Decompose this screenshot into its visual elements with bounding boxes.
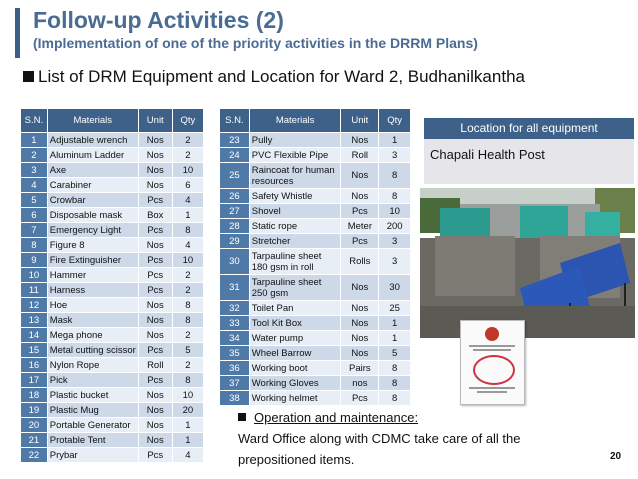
table-row (21, 418, 204, 433)
operation-text: Ward Office along with CDMC take care of all the prepositioned items. (238, 431, 521, 467)
unit-cell: Pcs (341, 391, 379, 406)
qty-cell: 8 (379, 361, 411, 376)
unit-cell: Pcs (138, 268, 172, 283)
table-row (21, 253, 204, 268)
unit-cell: Pcs (138, 448, 172, 463)
qty-cell: 1 (379, 316, 411, 331)
material-cell: Metal cutting scissor (47, 343, 138, 358)
unit-cell: Nos (138, 238, 172, 253)
sn-cell: 15 (21, 343, 48, 358)
sn-cell: 31 (220, 275, 250, 301)
sn-cell: 16 (21, 358, 48, 373)
slide-subtitle: (Implementation of one of the priority activities in the DRRM Plans) (33, 35, 478, 51)
col-header-unit: Unit (138, 109, 172, 133)
material-cell: Nylon Rope (47, 358, 138, 373)
qty-cell: 8 (379, 391, 411, 406)
qty-cell: 1 (379, 331, 411, 346)
unit-cell: Nos (138, 388, 172, 403)
material-cell: Mask (47, 313, 138, 328)
sn-cell: 17 (21, 373, 48, 388)
unit-cell: Pcs (341, 234, 379, 249)
col-header-sn: S.N. (220, 109, 250, 133)
sn-cell: 25 (220, 163, 250, 189)
table-row (21, 148, 204, 163)
table-row (220, 391, 411, 406)
qty-cell: 8 (172, 373, 203, 388)
sn-cell: 36 (220, 361, 250, 376)
unit-cell: Nos (341, 275, 379, 301)
material-cell: Protable Tent (47, 433, 138, 448)
unit-cell: Nos (341, 189, 379, 204)
table-row (21, 208, 204, 223)
sn-cell: 37 (220, 376, 250, 391)
unit-cell: Nos (341, 163, 379, 189)
section-heading (23, 67, 525, 87)
sn-cell: 22 (21, 448, 48, 463)
sn-cell: 38 (220, 391, 250, 406)
table-row (21, 238, 204, 253)
table-row (21, 373, 204, 388)
material-cell: Adjustable wrench (47, 133, 138, 148)
material-cell: Prybar (47, 448, 138, 463)
material-cell: Fire Extinguisher (47, 253, 138, 268)
section-heading-text: List of DRM Equipment and Location for Ward 2, Budhanilkantha (38, 67, 525, 86)
material-cell: Shovel (249, 204, 341, 219)
material-cell: Raincoat for human resources (249, 163, 341, 189)
sn-cell: 29 (220, 234, 250, 249)
sn-cell: 34 (220, 331, 250, 346)
page-number: 20 (610, 451, 622, 462)
material-cell: Mega phone (47, 328, 138, 343)
material-cell: Aluminum Ladder (47, 148, 138, 163)
table-row (220, 275, 411, 301)
emblem-seal-icon (485, 327, 499, 341)
slide-title: Follow-up Activities (2) (33, 7, 284, 33)
table-row (21, 343, 204, 358)
material-cell: Water pump (249, 331, 341, 346)
qty-cell: 4 (172, 193, 203, 208)
qty-cell: 10 (172, 388, 203, 403)
table-row (21, 163, 204, 178)
sn-cell: 1 (21, 133, 48, 148)
table-row (220, 249, 411, 275)
material-cell: Tarpauline sheet 250 gsm (249, 275, 341, 301)
table-row (220, 219, 411, 234)
unit-cell: Nos (138, 328, 172, 343)
sn-cell: 32 (220, 301, 250, 316)
material-cell: Stretcher (249, 234, 341, 249)
material-cell: Tool Kit Box (249, 316, 341, 331)
material-cell: Plastic Mug (47, 403, 138, 418)
material-cell: Disposable mask (47, 208, 138, 223)
sn-cell: 4 (21, 178, 48, 193)
sn-cell: 2 (21, 148, 48, 163)
material-cell: Carabiner (47, 178, 138, 193)
location-value: Chapali Health Post (430, 147, 545, 162)
material-cell: Harness (47, 283, 138, 298)
location-heading: Location for all equipment (424, 118, 634, 139)
unit-cell: Box (138, 208, 172, 223)
qty-cell: 2 (172, 268, 203, 283)
table-row (21, 133, 204, 148)
qty-cell: 20 (172, 403, 203, 418)
unit-cell: Nos (341, 316, 379, 331)
sn-cell: 27 (220, 204, 250, 219)
material-cell: Figure 8 (47, 238, 138, 253)
table-row (220, 331, 411, 346)
unit-cell: Nos (138, 403, 172, 418)
unit-cell: Rolls (341, 249, 379, 275)
qty-cell: 4 (172, 238, 203, 253)
unit-cell: Pcs (138, 373, 172, 388)
sn-cell: 14 (21, 328, 48, 343)
sn-cell: 7 (21, 223, 48, 238)
sn-cell: 18 (21, 388, 48, 403)
unit-cell: Nos (341, 346, 379, 361)
material-cell: Working boot (249, 361, 341, 376)
cover-illustration (473, 355, 515, 385)
qty-cell: 1 (379, 133, 411, 148)
qty-cell: 5 (379, 346, 411, 361)
unit-cell: Meter (341, 219, 379, 234)
unit-cell: Pairs (341, 361, 379, 376)
material-cell: Emergency Light (47, 223, 138, 238)
material-cell: Portable Generator (47, 418, 138, 433)
unit-cell: Roll (341, 148, 379, 163)
table-row (21, 178, 204, 193)
qty-cell: 8 (172, 298, 203, 313)
table-row (21, 403, 204, 418)
qty-cell: 5 (172, 343, 203, 358)
unit-cell: Nos (341, 133, 379, 148)
equipment-store-photo (420, 188, 635, 338)
qty-cell: 8 (379, 163, 411, 189)
qty-cell: 8 (172, 223, 203, 238)
table-row (21, 268, 204, 283)
qty-cell: 2 (172, 283, 203, 298)
sn-cell: 8 (21, 238, 48, 253)
table-row (21, 313, 204, 328)
material-cell: PVC Flexible Pipe (249, 148, 341, 163)
qty-cell: 25 (379, 301, 411, 316)
sn-cell: 24 (220, 148, 250, 163)
material-cell: Axe (47, 163, 138, 178)
qty-cell: 3 (379, 249, 411, 275)
material-cell: Safety Whistle (249, 189, 341, 204)
table-row (220, 346, 411, 361)
material-cell: Plastic bucket (47, 388, 138, 403)
qty-cell: 3 (379, 148, 411, 163)
table-row (220, 316, 411, 331)
table-row (21, 193, 204, 208)
qty-cell: 6 (172, 178, 203, 193)
material-cell: Hammer (47, 268, 138, 283)
unit-cell: Nos (341, 301, 379, 316)
table-row (21, 448, 204, 463)
material-cell: Pully (249, 133, 341, 148)
square-bullet-icon (23, 71, 34, 82)
unit-cell: nos (341, 376, 379, 391)
unit-cell: Pcs (138, 283, 172, 298)
material-cell: Working helmet (249, 391, 341, 406)
table-row (220, 204, 411, 219)
sn-cell: 33 (220, 316, 250, 331)
unit-cell: Pcs (138, 193, 172, 208)
sn-cell: 11 (21, 283, 48, 298)
material-cell: Static rope (249, 219, 341, 234)
qty-cell: 1 (172, 433, 203, 448)
sn-cell: 30 (220, 249, 250, 275)
table-row (220, 189, 411, 204)
col-header-materials: Materials (47, 109, 138, 133)
material-cell: Crowbar (47, 193, 138, 208)
operation-heading-text: Operation and maintenance: (254, 410, 419, 425)
material-cell: Pick (47, 373, 138, 388)
table-row (21, 298, 204, 313)
unit-cell: Nos (138, 313, 172, 328)
table-row (21, 283, 204, 298)
table-row (220, 301, 411, 316)
material-cell: Hoe (47, 298, 138, 313)
sn-cell: 19 (21, 403, 48, 418)
plan-document-image (460, 320, 525, 405)
unit-cell: Nos (138, 298, 172, 313)
table-row (220, 163, 411, 189)
unit-cell: Nos (138, 148, 172, 163)
unit-cell: Pcs (138, 343, 172, 358)
qty-cell: 2 (172, 328, 203, 343)
qty-cell: 2 (172, 148, 203, 163)
table-row (21, 388, 204, 403)
sn-cell: 3 (21, 163, 48, 178)
sn-cell: 10 (21, 268, 48, 283)
sn-cell: 35 (220, 346, 250, 361)
qty-cell: 10 (172, 253, 203, 268)
equipment-table-left (20, 108, 204, 463)
table-row (21, 223, 204, 238)
unit-cell: Pcs (341, 204, 379, 219)
qty-cell: 2 (172, 358, 203, 373)
operation-heading (238, 410, 418, 425)
table-row (220, 148, 411, 163)
unit-cell: Roll (138, 358, 172, 373)
col-header-materials: Materials (249, 109, 341, 133)
square-bullet-icon (238, 413, 246, 421)
table-row (21, 358, 204, 373)
qty-cell: 8 (172, 313, 203, 328)
table-row (220, 361, 411, 376)
table-row (21, 433, 204, 448)
unit-cell: Nos (138, 163, 172, 178)
table-row (21, 328, 204, 343)
sn-cell: 9 (21, 253, 48, 268)
qty-cell: 4 (172, 448, 203, 463)
sn-cell: 23 (220, 133, 250, 148)
table-row (220, 133, 411, 148)
sn-cell: 5 (21, 193, 48, 208)
qty-cell: 3 (379, 234, 411, 249)
col-header-qty: Qty (379, 109, 411, 133)
qty-cell: 10 (379, 204, 411, 219)
sn-cell: 20 (21, 418, 48, 433)
sn-cell: 21 (21, 433, 48, 448)
qty-cell: 30 (379, 275, 411, 301)
material-cell: Tarpauline sheet 180 gsm in roll (249, 249, 341, 275)
unit-cell: Nos (138, 133, 172, 148)
material-cell: Toilet Pan (249, 301, 341, 316)
table-row (220, 234, 411, 249)
unit-cell: Pcs (138, 223, 172, 238)
sn-cell: 26 (220, 189, 250, 204)
equipment-table-right (219, 108, 411, 406)
qty-cell: 8 (379, 376, 411, 391)
title-accent-bar (15, 8, 20, 58)
table-row (220, 376, 411, 391)
unit-cell: Nos (138, 178, 172, 193)
unit-cell: Nos (341, 331, 379, 346)
qty-cell: 10 (172, 163, 203, 178)
material-cell: Working Gloves (249, 376, 341, 391)
unit-cell: Nos (138, 418, 172, 433)
sn-cell: 12 (21, 298, 48, 313)
material-cell: Wheel Barrow (249, 346, 341, 361)
qty-cell: 200 (379, 219, 411, 234)
qty-cell: 8 (379, 189, 411, 204)
unit-cell: Pcs (138, 253, 172, 268)
qty-cell: 1 (172, 418, 203, 433)
sn-cell: 28 (220, 219, 250, 234)
col-header-unit: Unit (341, 109, 379, 133)
col-header-qty: Qty (172, 109, 203, 133)
qty-cell: 1 (172, 208, 203, 223)
qty-cell: 2 (172, 133, 203, 148)
sn-cell: 6 (21, 208, 48, 223)
sn-cell: 13 (21, 313, 48, 328)
col-header-sn: S.N. (21, 109, 48, 133)
unit-cell: Nos (138, 433, 172, 448)
